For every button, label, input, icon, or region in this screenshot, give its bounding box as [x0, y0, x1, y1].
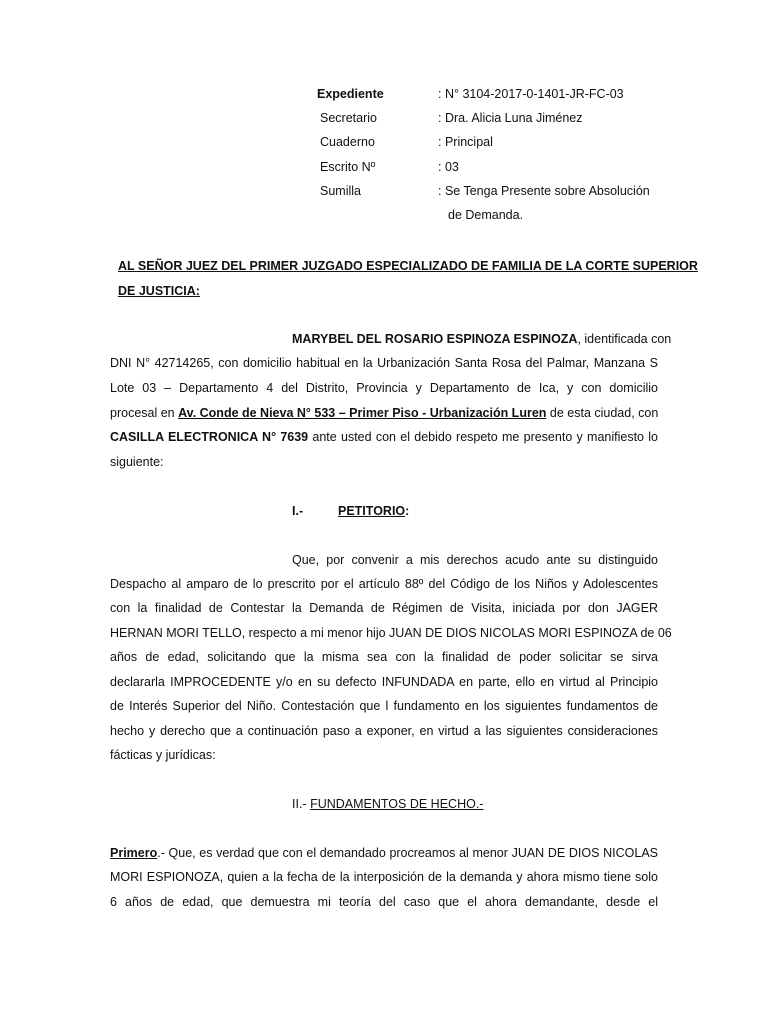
header-label-sumilla: Sumilla — [320, 184, 361, 198]
petitorio-line-3: con la finalidad de Contestar la Demanda de Régimen de Visita, iniciada por don JAGER — [110, 601, 658, 615]
header-value-cuaderno: : Principal — [438, 135, 493, 149]
section-1-colon: : — [405, 504, 410, 518]
intro-line-2: DNI N° 42714265, con domicilio habitual en la Urbanización Santa Rosa del Palmar, Manzana S — [110, 356, 658, 370]
petitorio-line-7: de Interés Superior del Niño. Contestación que l fundamento en los siguientes fundamentos de — [110, 699, 658, 713]
primero-line-3: 6 años de edad, que demuestra mi teoría del caso que el ahora demandante, desde el — [110, 895, 658, 909]
petitorio-line-2: Despacho al amparo de lo prescrito por el artículo 88º del Código de los Niños y Adolescentes — [110, 577, 658, 591]
section-1-title: PETITORIO — [338, 504, 406, 518]
intro-line-5-rest: ante usted con el debido respeto me presento y manifiesto lo — [308, 430, 659, 444]
petitorio-line-5: años de edad, solicitando que la misma sea con la finalidad de poder solicitar se sirva — [110, 650, 658, 664]
intro-line-3: Lote 03 – Departamento 4 del Distrito, Provincia y Departamento de Ica, y con domicilio — [110, 381, 658, 395]
section-fundamentos-heading — [292, 797, 483, 811]
header-label-escrito: Escrito Nº — [320, 160, 376, 174]
header-value-sumilla: : Se Tenga Presente sobre Absolución — [438, 184, 650, 198]
primero-line-1-rest: .- Que, es verdad que con el demandado procreamos al menor JUAN DE DIOS NICOLAS — [157, 846, 658, 860]
intro-line-4-pre: procesal en — [110, 406, 179, 420]
header-value-escrito: : 03 — [438, 160, 459, 174]
primero-line-1 — [110, 846, 658, 860]
header-label-cuaderno: Cuaderno — [320, 135, 375, 149]
intro-line-4 — [110, 406, 658, 420]
intro-line-1 — [292, 332, 672, 346]
primero-line-2: MORI ESPIONOZA, quien a la fecha de la interposición de la demanda y ahora mismo tiene solo — [110, 870, 658, 884]
petitorio-line-1: Que, por convenir a mis derechos acudo ante su distinguido — [292, 553, 658, 567]
party-name-suffix: , identificada con — [577, 332, 672, 346]
header-value-secretario: : Dra. Alicia Luna Jiménez — [438, 111, 583, 125]
header-label-expediente: Expediente — [317, 87, 384, 101]
party-name: MARYBEL DEL ROSARIO ESPINOZA ESPINOZA — [292, 332, 578, 346]
petitorio-line-6: declararla IMPROCEDENTE y/o en su defecto INFUNDADA en parte, ello en virtud al Principio — [110, 675, 658, 689]
electronic-box: CASILLA ELECTRONICA N° 7639 — [110, 430, 309, 444]
header-value-sumilla-cont: de Demanda. — [448, 208, 524, 222]
section-1-number: I.- — [292, 504, 304, 518]
intro-line-4-post: de esta ciudad, con — [546, 406, 659, 420]
primero-label: Primero — [110, 846, 158, 860]
intro-line-5 — [110, 430, 658, 444]
header-label-secretario: Secretario — [320, 111, 377, 125]
procedural-address: Av. Conde de Nieva N° 533 – Primer Piso - Urbanización Luren — [178, 406, 547, 420]
header-value-expediente: : N° 3104-2017-0-1401-JR-FC-03 — [438, 87, 624, 101]
petitorio-line-4: HERNAN MORI TELLO, respecto a mi menor hijo JUAN DE DIOS NICOLAS MORI ESPINOZA de 06 — [110, 626, 672, 640]
intro-line-6: siguiente: — [110, 455, 164, 469]
addressee-line-2: DE JUSTICIA: — [118, 284, 200, 298]
section-2-number: II.- — [292, 797, 311, 811]
petitorio-line-8: hecho y derecho que a continuación paso a exponer, en virtud a las siguientes consideraciones — [110, 724, 658, 738]
section-1-title-wrap — [338, 504, 409, 518]
petitorio-line-9: fácticas y jurídicas: — [110, 748, 216, 762]
addressee-line-1: AL SEÑOR JUEZ DEL PRIMER JUZGADO ESPECIALIZADO DE FAMILIA DE LA CORTE SUPERIOR — [118, 259, 698, 273]
section-2-title: FUNDAMENTOS DE HECHO.- — [310, 797, 484, 811]
